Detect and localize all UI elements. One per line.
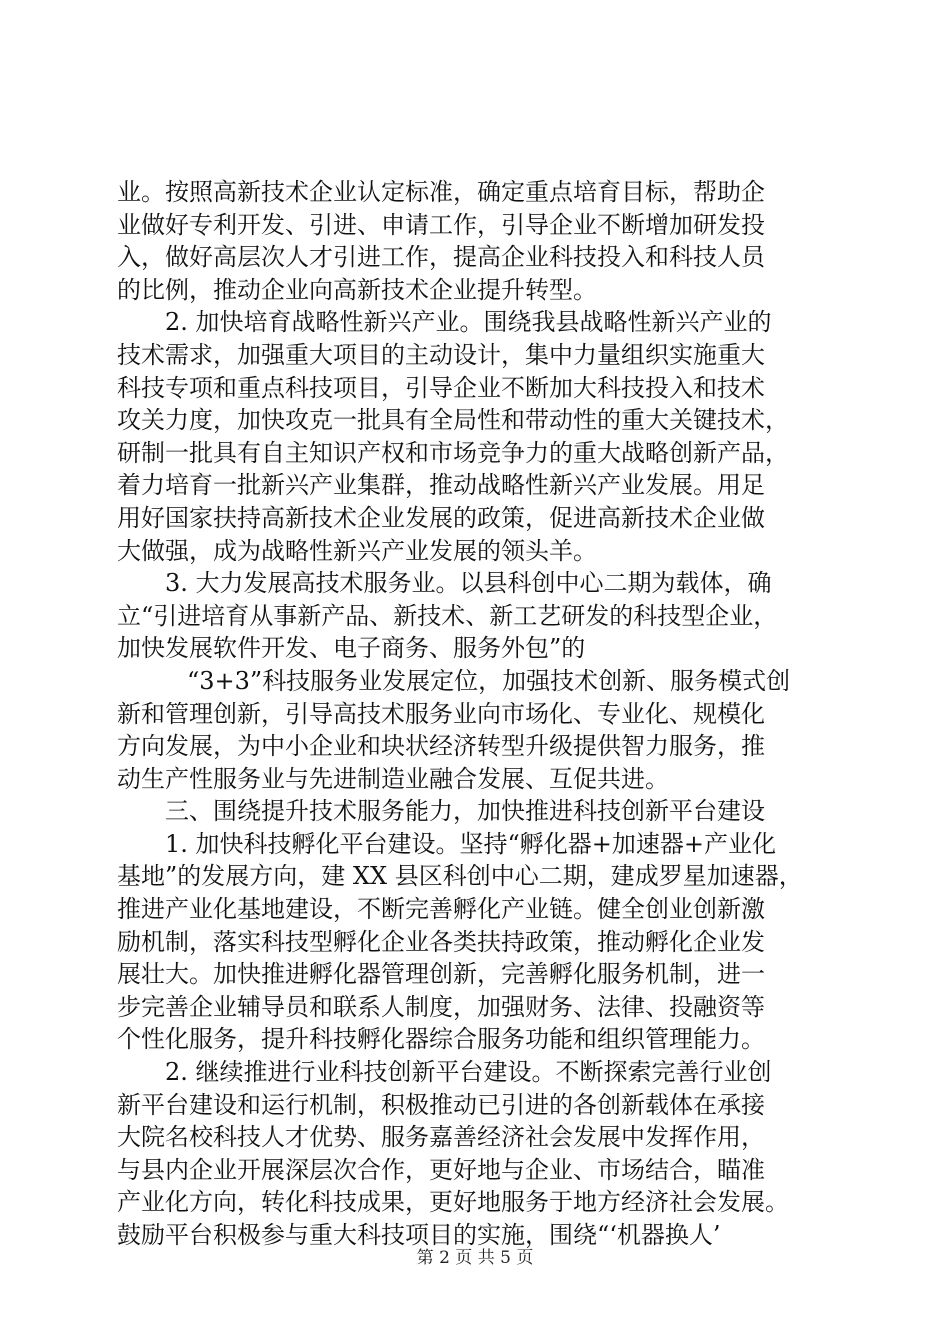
text-line: 攻关力度，加快攻克一批具有全局性和带动性的重大关键技术， [117,406,789,435]
text-line: 步完善企业辅导员和联系人制度，加强财务、法律、投融资等 [117,992,765,1021]
paragraph-start-line: 2. 加快培育战略性新兴产业。围绕我县战略性新兴产业的 [165,308,772,337]
paragraph-start-line: “3+3”科技服务业发展定位，加强技术创新、服务模式创 [187,666,791,695]
text-line: 技术需求，加强重大项目的主动设计，集中力量组织实施重大 [117,340,765,369]
text-line: 产业化方向，转化科技成果，更好地服务于地方经济社会发展。 [117,1188,789,1217]
text-line: 新和管理创新，引导高技术服务业向市场化、专业化、规模化 [117,699,765,728]
paragraph-start-line: 1. 加快科技孵化平台建设。坚持“孵化器+加速器+产业化 [165,829,777,858]
text-line: 推进产业化基地建设，不断完善孵化产业链。健全创业创新激 [117,895,765,924]
text-line: 基地”的发展方向，建 XX 县区科创中心二期，建成罗星加速器， [117,862,803,891]
text-line: 大做强，成为战略性新兴产业发展的领头羊。 [117,536,597,565]
text-line: 励机制，落实科技型孵化企业各类扶持政策，推动孵化企业发 [117,927,765,956]
section-heading: 三、围绕提升技术服务能力，加快推进科技创新平台建设 [165,797,765,826]
text-line: 科技专项和重点科技项目，引导企业不断加大科技投入和技术 [117,373,765,402]
document-body [117,176,837,1252]
text-line: 用好国家扶持高新技术企业发展的政策，促进高新技术企业做 [117,503,765,532]
text-line: 着力培育一批新兴产业集群，推动战略性新兴产业发展。用足 [117,471,765,500]
text-line: 入，做好高层次人才引进工作，提高企业科技投入和科技人员 [117,243,765,272]
paragraph-start-line: 3. 大力发展高技术服务业。以县科创中心二期为载体，确 [165,569,772,598]
text-line: 加快发展软件开发、电子商务、服务外包”的 [117,634,586,663]
text-line: 与县内企业开展深层次合作，更好地与企业、市场结合，瞄准 [117,1155,765,1184]
text-line: 新平台建设和运行机制，积极推动已引进的各创新载体在承接 [117,1090,765,1119]
text-line: 个性化服务，提升科技孵化器综合服务功能和组织管理能力。 [117,1025,765,1054]
page-number-footer: 第 2 页 共 5 页 [416,1248,534,1268]
text-line: 方向发展，为中小企业和块状经济转型升级提供智力服务，推 [117,732,765,761]
text-line: 业做好专利开发、引进、申请工作，引导企业不断增加研发投 [117,210,765,239]
text-line: 业。按照高新技术企业认定标准，确定重点培育目标，帮助企 [117,178,765,206]
text-line: 动生产性服务业与先进制造业融合发展、互促共进。 [117,764,669,793]
text-line: 展壮大。加快推进孵化器管理创新，完善孵化服务机制，进一 [117,960,765,989]
paragraph-start-line: 2. 继续推进行业科技创新平台建设。不断探索完善行业创 [165,1058,772,1087]
text-line: 立“引进培育从事新产品、新技术、新工艺研发的科技型企业， [117,601,778,630]
text-line: 大院名校科技人才优势、服务嘉善经济社会发展中发挥作用， [117,1123,765,1152]
text-line: 鼓励平台积极参与重大科技项目的实施，围绕“‘机器换人’ [117,1221,721,1249]
text-line: 的比例，推动企业向高新技术企业提升转型。 [117,275,597,304]
text-line: 研制一批具有自主知识产权和市场竞争力的重大战略创新产品， [117,438,789,467]
